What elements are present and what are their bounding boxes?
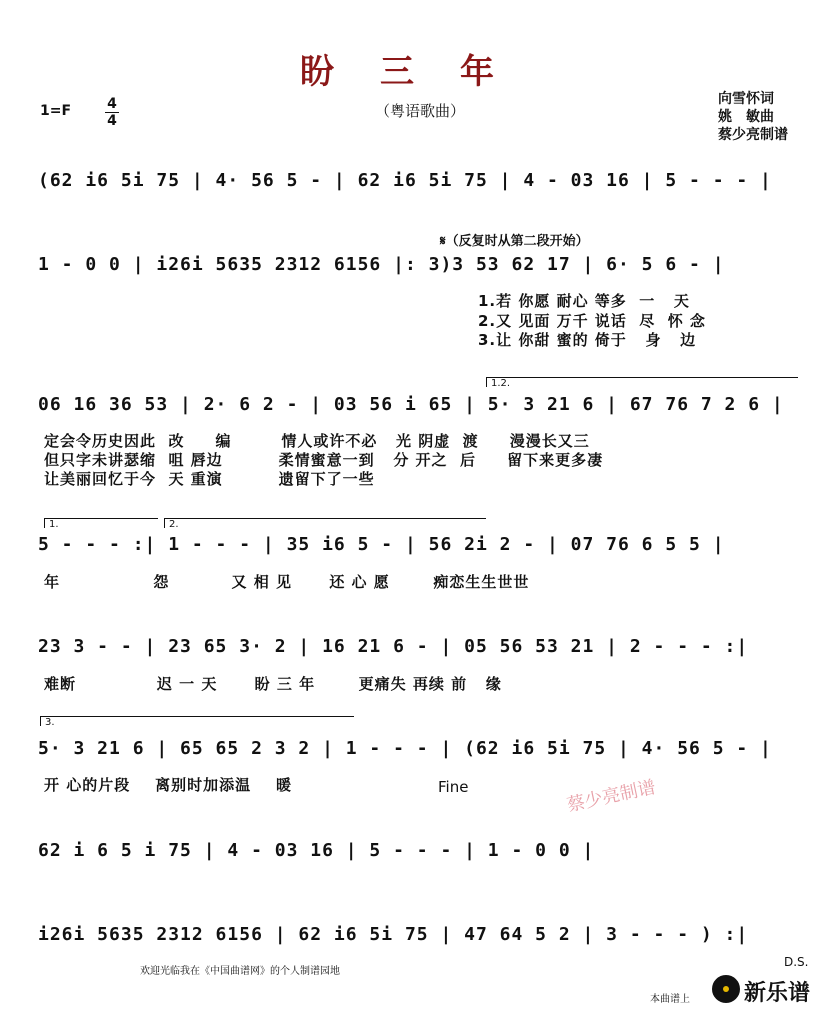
composer-credit: 姚 敏曲: [718, 109, 774, 125]
verse-line-1: 1.若 你愿 耐心 等多 一 天: [478, 292, 690, 310]
lyric-row: 开 心的片段 离别时加添温 暖: [44, 776, 293, 794]
time-signature: [105, 96, 119, 129]
vinyl-record-icon: [712, 975, 740, 1003]
staff-line-4: 5 - - - :| 1 - - - | 35 i6 5 - | 56 2i 2 - | 07 76 6 5 5 |: [38, 534, 725, 555]
staff-line-8: i26i 5635 2312 6156 | 62 i6 5i 75 | 47 64 5 2 | 3 - - - ) :|: [38, 924, 749, 945]
verse-line-2: 2.又 见面 万千 说话 尽 怀 念: [478, 312, 706, 330]
lyric-row: 定会令历史因此 改 编 情人或许不必 光 阴虚 渡 漫漫长又三: [44, 432, 590, 450]
watermark: 蔡少亮制谱: [565, 776, 658, 817]
lyric-row: 但只字未讲瑟缩 咀 唇边 柔情蜜意一到 分 开之 后 留下来更多凄: [44, 451, 604, 469]
lyricist-credit: 向雪怀词: [718, 91, 774, 107]
volta-bracket: 3.: [40, 716, 354, 726]
staff-line-7: 62 i 6 5 i 75 | 4 - 03 16 | 5 - - - | 1 - 0 0 |: [38, 840, 595, 861]
volta-bracket: 1.2.: [486, 377, 798, 387]
song-title: 盼三年: [300, 52, 540, 92]
segno-instruction: 𝄋（反复时从第二段开始）: [440, 234, 589, 249]
footer-note: 欢迎光临我在《中国曲谱网》的个人制谱园地: [140, 966, 340, 977]
site-logo-text: 新乐谱: [744, 981, 811, 1006]
key-signature: 1=F: [40, 103, 72, 119]
lyric-row: 让美丽回忆于今 天 重演 遗留下了一些: [44, 470, 375, 488]
time-signature-bottom: 4: [107, 113, 117, 129]
footer-source: 本曲谱上: [650, 994, 690, 1005]
staff-line-3: 06 16 36 53 | 2· 6 2 - | 03 56 i 65 | 5· 3 21 6 | 67 76 7 2 6 |: [38, 394, 784, 415]
lyric-row: 难断 迟 一 天 盼 三 年 更痛失 再续 前 缘: [44, 675, 502, 693]
time-signature-top: 4: [105, 96, 119, 113]
ds-marker: D.S.: [784, 955, 809, 969]
staff-line-1: (62 i6 5i 75 | 4· 56 5 - | 62 i6 5i 75 | 4 - 03 16 | 5 - - - |: [38, 170, 772, 191]
staff-line-2: 1 - 0 0 | i26i 5635 2312 6156 |: 3)3 53 62 17 | 6· 5 6 - |: [38, 254, 725, 275]
lyric-row: 年 怨 又 相 见 还 心 愿 痴恋生生世世: [44, 573, 530, 591]
fine-marker: Fine: [438, 778, 469, 796]
volta-bracket: 2.: [164, 518, 486, 528]
arranger-credit: 蔡少亮制谱: [718, 127, 788, 143]
verse-line-3: 3.让 你甜 蜜的 倚于 身 边: [478, 331, 697, 349]
song-subtitle: （粤语歌曲）: [374, 102, 465, 120]
volta-bracket: 1.: [44, 518, 158, 528]
staff-line-6: 5· 3 21 6 | 65 65 2 3 2 | 1 - - - | (62 i6 5i 75 | 4· 56 5 - |: [38, 738, 772, 759]
staff-line-5: 23 3 - - | 23 65 3· 2 | 16 21 6 - | 05 56 53 21 | 2 - - - :|: [38, 636, 749, 657]
